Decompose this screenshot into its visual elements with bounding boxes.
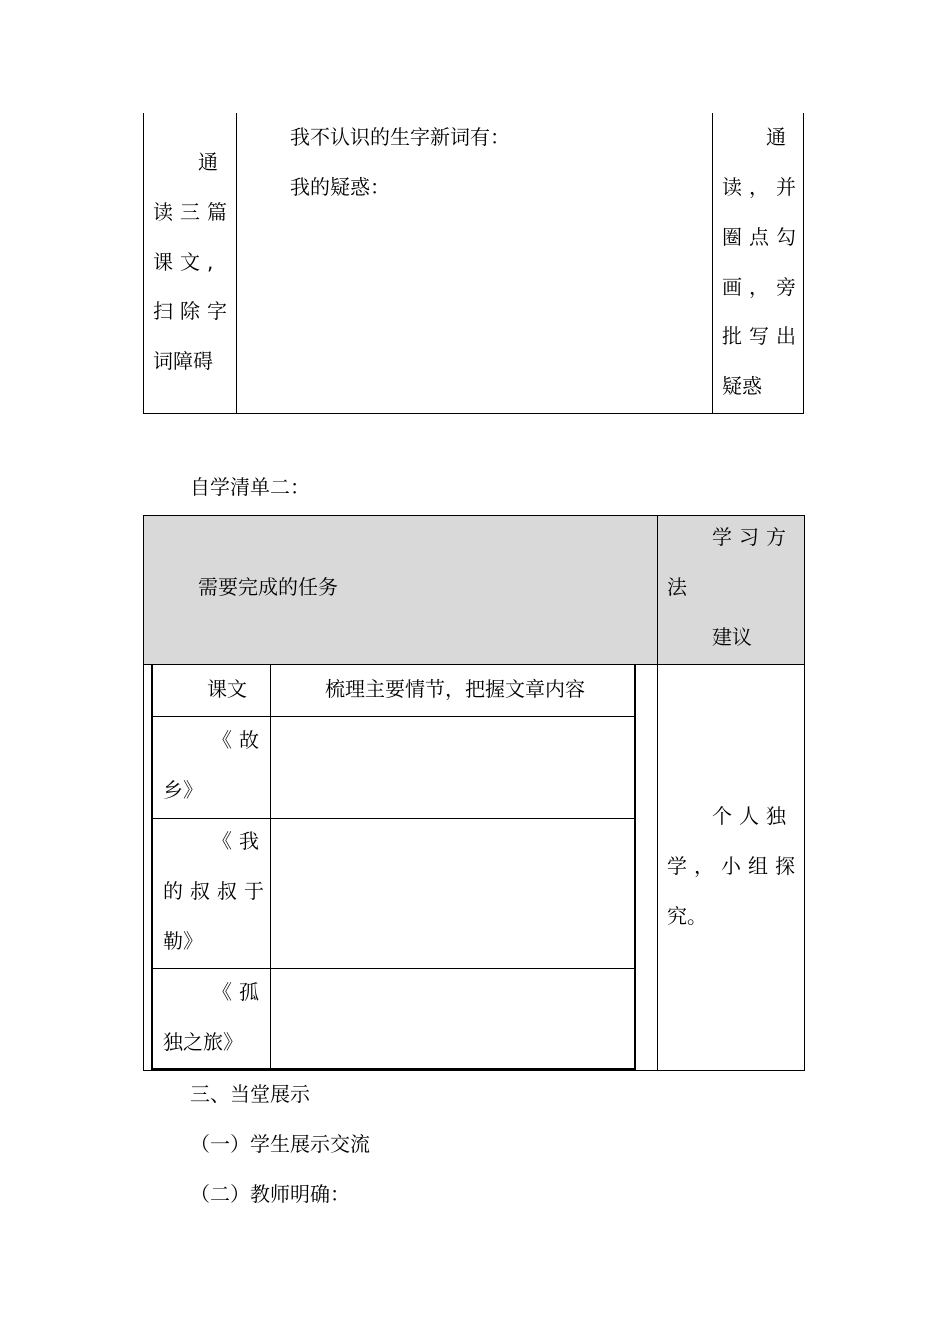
table-1-left-line-2: 读三篇: [153, 200, 234, 224]
table-1-left-line-3: 课文,: [153, 250, 221, 274]
table-1-right-line-3: 圈点勾: [722, 225, 803, 249]
inner-header-text: 课文: [207, 677, 247, 701]
table-1-right-line-2: 读，并: [722, 175, 803, 199]
row-3-line-1: 《孤: [212, 980, 266, 1004]
table-2-top-border: [143, 515, 805, 516]
inner-table-right-border: [634, 665, 636, 1071]
table-1-right-line-6: 疑惑: [722, 374, 762, 398]
inner-table-left-border: [151, 665, 153, 1071]
method-line-3: 究。: [667, 904, 707, 928]
row-2-line-3: 勒》: [163, 929, 203, 953]
header-method-line-3: 建议: [712, 625, 752, 649]
table-1-bottom-border: [143, 413, 804, 414]
inner-header-task: 梳理主要情节，把握文章内容: [325, 677, 585, 701]
table-1-left-border: [143, 113, 144, 414]
section-3-heading: 三、当堂展示: [190, 1082, 310, 1106]
header-method-line-2: 法: [667, 575, 687, 599]
table-1-left-line-5: 词障碍: [153, 349, 213, 373]
inner-table-row-divider-1: [151, 716, 636, 717]
table-1-right-border: [803, 113, 804, 414]
table-2-left-border: [143, 515, 144, 1071]
table-1-right-line-1: 通: [766, 125, 786, 149]
row-1-line-1: 《故: [212, 728, 266, 752]
row-1-line-2: 乡》: [163, 778, 203, 802]
doubts-prompt: 我的疑惑：: [290, 175, 390, 199]
inner-table-column-divider: [270, 665, 271, 1071]
table-2-method-divider: [657, 515, 658, 1071]
header-task: 需要完成的任务: [198, 575, 338, 599]
inner-table-row-divider-3: [151, 968, 636, 969]
row-3-line-2: 独之旅》: [163, 1030, 243, 1054]
method-line-1: 个人独: [712, 804, 793, 828]
row-2-line-1: 《我: [212, 829, 266, 853]
table-1-left-line-4: 扫除字: [153, 299, 234, 323]
table-2-bottom-border: [143, 1070, 805, 1071]
new-words-prompt: 我不认识的生字新词有：: [290, 125, 510, 149]
method-line-2: 学，小组探: [667, 854, 802, 878]
section-3-item-2: （二）教师明确：: [190, 1182, 350, 1206]
section-3-item-1: （一）学生展示交流: [190, 1132, 370, 1156]
checklist-2-title: 自学清单二：: [190, 475, 310, 499]
inner-table-bottom-border: [151, 1068, 636, 1070]
table-1-divider-1: [236, 113, 237, 414]
header-method-line-1: 学习方: [712, 525, 793, 549]
inner-table-row-divider-2: [151, 818, 636, 819]
table-2-right-border: [804, 515, 805, 1071]
row-2-line-2: 的叔叔于: [163, 879, 271, 903]
table-1-right-line-4: 画，旁: [722, 275, 803, 299]
table-1-left-line-1: 通: [198, 150, 218, 174]
table-2-header-bottom: [143, 664, 805, 665]
table-1-divider-2: [712, 113, 713, 414]
table-1-right-line-5: 批写出: [722, 324, 803, 348]
